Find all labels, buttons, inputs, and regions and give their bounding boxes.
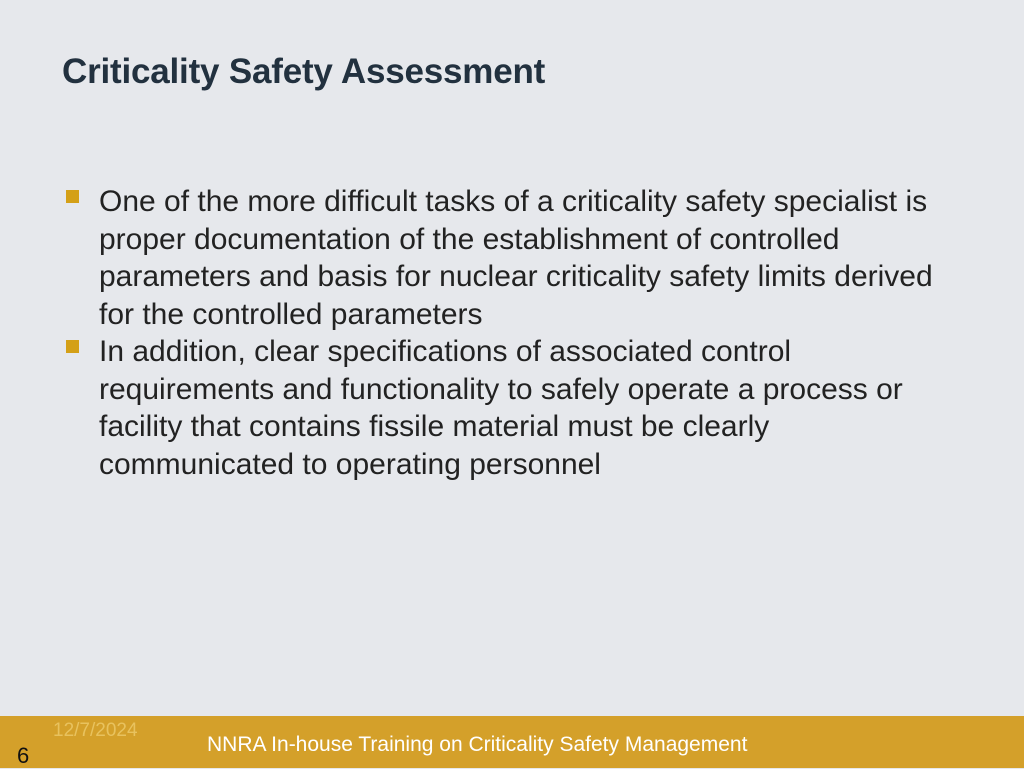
square-bullet-icon — [66, 340, 79, 353]
footer-text: NNRA In-house Training on Criticality Safety Management — [207, 733, 748, 756]
bullet-text: In addition, clear specifications of associated control requirements and functionality to safely operate a process or facility that contains fissile material must be clearly communicated to operating personnel — [99, 335, 903, 481]
square-bullet-icon — [66, 190, 79, 203]
bullet-text: One of the more difficult tasks of a criticality safety specialist is proper documentation of the establishment of controlled parameters and basis for nuclear criticality safety limits derived for the controlled parameters — [99, 185, 933, 331]
bullet-item — [62, 333, 942, 483]
slide-title: Criticality Safety Assessment — [62, 52, 546, 91]
bullet-item — [62, 183, 942, 333]
bullet-list — [62, 183, 942, 483]
page-number: 6 — [17, 743, 30, 768]
footer-bar — [0, 716, 1024, 768]
footer-date: 12/7/2024 — [53, 720, 138, 741]
